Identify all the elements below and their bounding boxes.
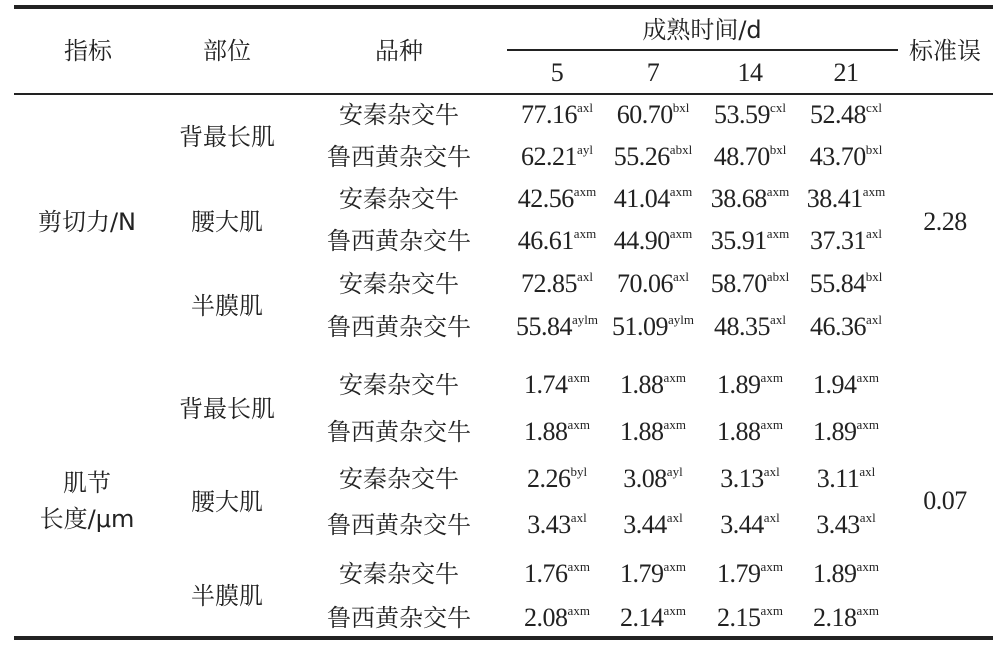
value-cell: $55.26^{abxl}$ xyxy=(613,142,693,171)
value-cell: $55.84^{bxl}$ xyxy=(809,269,883,298)
value-cell: $3.43^{axl}$ xyxy=(527,510,587,539)
part-label: 背最长肌 xyxy=(179,123,275,151)
value-cell: $3.08^{ayl}$ xyxy=(623,464,683,493)
value-cell: $70.06^{axl}$ xyxy=(617,269,689,298)
indicator-sarcomere-line-2: 长度/μm xyxy=(39,505,135,533)
header-variety: 品种 xyxy=(375,37,423,65)
value-cell: $42.56^{axm}$ xyxy=(517,184,597,213)
value-cell: $37.31^{axl}$ xyxy=(810,226,882,255)
value-cell: $1.76^{axm}$ xyxy=(524,559,590,588)
value-cell: $1.88^{axm}$ xyxy=(524,417,590,446)
header-day-5: 5 xyxy=(550,58,564,87)
indicator-sarcomere-length xyxy=(40,465,135,537)
indicator-shear-force: 剪切力/N xyxy=(37,208,137,236)
value-cell: $38.41^{axm}$ xyxy=(806,184,886,213)
header-day-7: 7 xyxy=(646,58,660,87)
value-cell: $60.70^{bxl}$ xyxy=(616,100,690,129)
value-cell: $3.44^{axl}$ xyxy=(720,510,780,539)
value-cell: $1.74^{axm}$ xyxy=(524,370,590,399)
value-cell: $1.89^{axm}$ xyxy=(813,417,879,446)
part-label: 腰大肌 xyxy=(191,208,263,236)
variety-label: 安秦杂交牛 xyxy=(339,185,459,213)
value-cell: $48.70^{bxl}$ xyxy=(713,142,787,171)
value-cell: $1.94^{axm}$ xyxy=(813,370,879,399)
value-cell: $3.13^{axl}$ xyxy=(720,464,780,493)
part-label: 背最长肌 xyxy=(179,395,275,423)
part-label: 半膜肌 xyxy=(191,582,263,610)
variety-label: 鲁西黄杂交牛 xyxy=(327,143,471,171)
top-rule xyxy=(14,5,993,9)
value-cell: $2.14^{axm}$ xyxy=(620,603,686,632)
header-std-error: 标准误 xyxy=(909,37,981,65)
value-cell: $1.89^{axm}$ xyxy=(813,559,879,588)
variety-label: 安秦杂交牛 xyxy=(339,465,459,493)
variety-label: 鲁西黄杂交牛 xyxy=(327,227,471,255)
value-cell: $58.70^{abxl}$ xyxy=(710,269,790,298)
header-rule xyxy=(14,93,993,95)
variety-label: 鲁西黄杂交牛 xyxy=(327,418,471,446)
value-cell: $77.16^{axl}$ xyxy=(521,100,593,129)
variety-label: 鲁西黄杂交牛 xyxy=(327,604,471,632)
header-aging-time: 成熟时间/d xyxy=(642,16,762,44)
value-cell: $46.61^{axm}$ xyxy=(517,226,597,255)
value-cell: $55.84^{aylm}$ xyxy=(516,312,598,341)
variety-label: 安秦杂交牛 xyxy=(339,270,459,298)
value-cell: $43.70^{bxl}$ xyxy=(809,142,883,171)
value-cell: $3.11^{axl}$ xyxy=(816,464,876,493)
value-cell: $2.18^{axm}$ xyxy=(813,603,879,632)
value-cell: $52.48^{cxl}$ xyxy=(810,100,882,129)
header-indicator: 指标 xyxy=(64,37,112,65)
value-cell: $41.04^{axm}$ xyxy=(613,184,693,213)
variety-label: 鲁西黄杂交牛 xyxy=(327,511,471,539)
part-label: 腰大肌 xyxy=(191,488,263,516)
value-cell: $72.85^{axl}$ xyxy=(521,269,593,298)
header-day-21: 21 xyxy=(833,58,859,87)
value-cell: $35.91^{axm}$ xyxy=(710,226,790,255)
bottom-rule xyxy=(14,636,993,640)
std-error-sarcomere-length: 0.07 xyxy=(923,486,967,515)
std-error-shear-force: 2.28 xyxy=(923,207,967,236)
header-part: 部位 xyxy=(203,37,251,65)
value-cell: $1.88^{axm}$ xyxy=(620,417,686,446)
value-cell: $62.21^{ayl}$ xyxy=(521,142,593,171)
value-cell: $2.26^{byl}$ xyxy=(526,464,588,493)
value-cell: $38.68^{axm}$ xyxy=(710,184,790,213)
value-cell: $46.36^{axl}$ xyxy=(810,312,882,341)
value-cell: $1.79^{axm}$ xyxy=(717,559,783,588)
value-cell: $1.88^{axm}$ xyxy=(620,370,686,399)
value-cell: $51.09^{aylm}$ xyxy=(612,312,694,341)
value-cell: $1.79^{axm}$ xyxy=(620,559,686,588)
variety-label: 鲁西黄杂交牛 xyxy=(327,313,471,341)
part-label: 半膜肌 xyxy=(191,292,263,320)
time-group-rule xyxy=(507,49,898,51)
value-cell: $2.15^{axm}$ xyxy=(717,603,783,632)
variety-label: 安秦杂交牛 xyxy=(339,101,459,129)
value-cell: $53.59^{cxl}$ xyxy=(714,100,786,129)
value-cell: $44.90^{axm}$ xyxy=(613,226,693,255)
indicator-sarcomere-line-1: 肌节 xyxy=(62,469,111,497)
value-cell: $1.89^{axm}$ xyxy=(717,370,783,399)
header-day-14: 14 xyxy=(737,58,763,87)
value-cell: $48.35^{axl}$ xyxy=(714,312,786,341)
value-cell: $2.08^{axm}$ xyxy=(524,603,590,632)
value-cell: $3.44^{axl}$ xyxy=(623,510,683,539)
value-cell: $1.88^{axm}$ xyxy=(717,417,783,446)
variety-label: 安秦杂交牛 xyxy=(339,560,459,588)
value-cell: $3.43^{axl}$ xyxy=(816,510,876,539)
variety-label: 安秦杂交牛 xyxy=(339,371,459,399)
